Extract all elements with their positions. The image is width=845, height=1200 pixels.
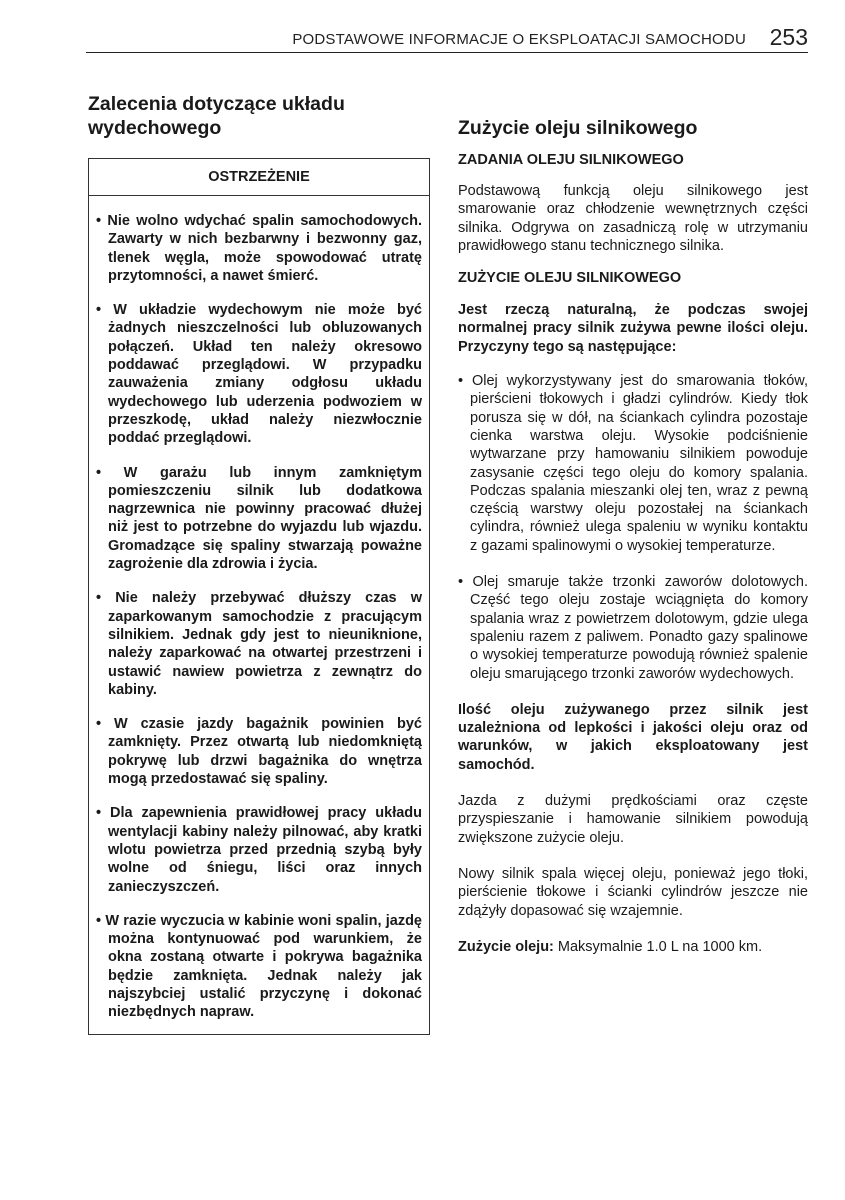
- cause-item: • Olej smaruje także trzonki zaworów dolotowych. Część tego oleju zostaje wciągnięta do komory spalania wraz z powietrzem dolotowym, gdzie ulega spaleniu razem z paliwem. Ponadto gazy spalinowe o wysokiej temperaturze powodują również spalenie oleju smarującego trzonki zaworów wydechowych.: [458, 574, 808, 682]
- paragraph-oil-function: Podstawową funkcją oleju silnikowego jest smarowanie oraz chłodzenie wewnętrznych części silnika. Odgrywa on zasadniczą rolę w utrzymaniu prawidłowego stanu technicznego silnika.: [458, 183, 808, 254]
- paragraph-max-consumption: [458, 938, 808, 956]
- paragraph-high-speed: Jazda z dużymi prędkościami oraz częste przyspieszanie i hamowanie silnikiem powodują zwiększone zużycie oleju.: [458, 793, 808, 846]
- section-heading-oil: Zużycie oleju silnikowego: [458, 117, 698, 139]
- warning-item: • Dla zapewnienia prawidłowej pracy układu wentylacji kabiny należy pilnować, aby kratki wlotu powietrza przed przednią szybą były wolne od śniegu, liści oraz innych zanieczyszczeń.: [96, 805, 422, 895]
- max-consumption-value: Maksymalnie 1.0 L na 1000 km.: [553, 938, 763, 955]
- cause-list: [458, 372, 808, 683]
- header-title: PODSTAWOWE INFORMACJE O EKSPLOATACJI SAMOCHODU: [292, 31, 746, 48]
- warning-list: [96, 212, 422, 1022]
- paragraph-consumption-factors: Ilość oleju zużywanego przez silnik jest uzależniona od lepkości i jakości oleju oraz od warunków, w jakich eksploatowany jest samochód.: [458, 701, 808, 773]
- page-header: [86, 26, 808, 53]
- heading-line-1: Zalecenia dotyczące układu: [88, 93, 345, 115]
- max-consumption-label: Zużycie oleju:: [458, 938, 554, 955]
- warning-box: [88, 158, 430, 1035]
- right-column: [458, 116, 808, 956]
- warning-item: • W razie wyczucia w kabinie woni spalin, jazdę można kontynuować pod warunkiem, że okna zostaną otwarte i pokrywa bagażnika będzie zamknięta. Jednak należy jak najszybciej ustalić przyczynę i dokonać niezbędnych napraw.: [96, 912, 422, 1021]
- left-column: [88, 92, 430, 1035]
- subheading-oil-tasks: ZADANIA OLEJU SILNIKOWEGO: [458, 152, 684, 168]
- section-heading-exhaust: [88, 92, 430, 140]
- warning-item: • Nie wolno wdychać spalin samochodowych. Zawarty w nich bezbarwny i bezwonny gaz, tlenek węgla, może spowodować utratę przytomności, a nawet śmierć.: [96, 213, 422, 284]
- warning-item: • W czasie jazdy bagażnik powinien być zamknięty. Przez otwartą lub niedomkniętą pokrywę lub drzwi bagażnika do wnętrza mogą przedostawać się spaliny.: [96, 716, 422, 788]
- cause-item: • Olej wykorzystywany jest do smarowania tłoków, pierścieni tłokowych i gładzi cylindrów. Kiedy tłok porusza się w dół, na ściankach cylindra pozostaje cienka warstwa oleju. Wysokie podciśnienie wytwarzane przy hamowaniu silnikiem powoduje zasysanie części tego oleju do komory spalania. Podczas spalania mieszanki olej ten, wraz z pewną częścią warstwy oleju pozostałej na ściankach cylindra, również ulega spaleniu w wyniku kontaktu z gazami spalinowymi o wysokiej temperaturze.: [458, 373, 808, 554]
- paragraph-new-engine: Nowy silnik spala więcej oleju, ponieważ jego tłoki, pierścienie tłokowe i ścianki cylindrów jeszcze nie zdążyły dopasować się wzajemnie.: [458, 865, 808, 919]
- paragraph-consumption-intro: Jest rzeczą naturalną, że podczas swojej normalnej pracy silnik zużywa pewne ilości oleju. Przyczyny tego są następujące:: [458, 302, 808, 355]
- warning-title: OSTRZEŻENIE: [89, 159, 429, 196]
- page-number: 253: [769, 24, 808, 50]
- warning-item: • Nie należy przebywać dłuższy czas w zaparkowanym samochodzie z pracującym silnikiem. Jednak gdy jest to nieuniknione, należy zaparkować na otwartej przestrzeni i ustawić nawiew powietrza z zewnątrz do kabiny.: [96, 590, 422, 698]
- warning-item: • W układzie wydechowym nie może być żadnych nieszczelności lub obluzowanych połączeń. Układ ten należy okresowo poddawać przeglądowi. W przypadku zauważenia zmiany odgłosu układu wydechowego lub uderzenia podwoziem w przeszkodę, układ należy niezwłocznie poddać przeglądowi.: [96, 302, 422, 447]
- heading-line-2: wydechowego: [88, 117, 222, 139]
- subheading-oil-consumption: ZUŻYCIE OLEJU SILNIKOWEGO: [458, 270, 682, 287]
- warning-item: • W garażu lub innym zamkniętym pomieszczeniu silnik lub dodatkowa nagrzewnica nie powinny pracować dłużej niż jest to potrzebne do wyjazdu lub wjazdu. Gromadzące się spaliny stwarzają poważne zagrożenie dla zdrowia i życia.: [96, 464, 422, 573]
